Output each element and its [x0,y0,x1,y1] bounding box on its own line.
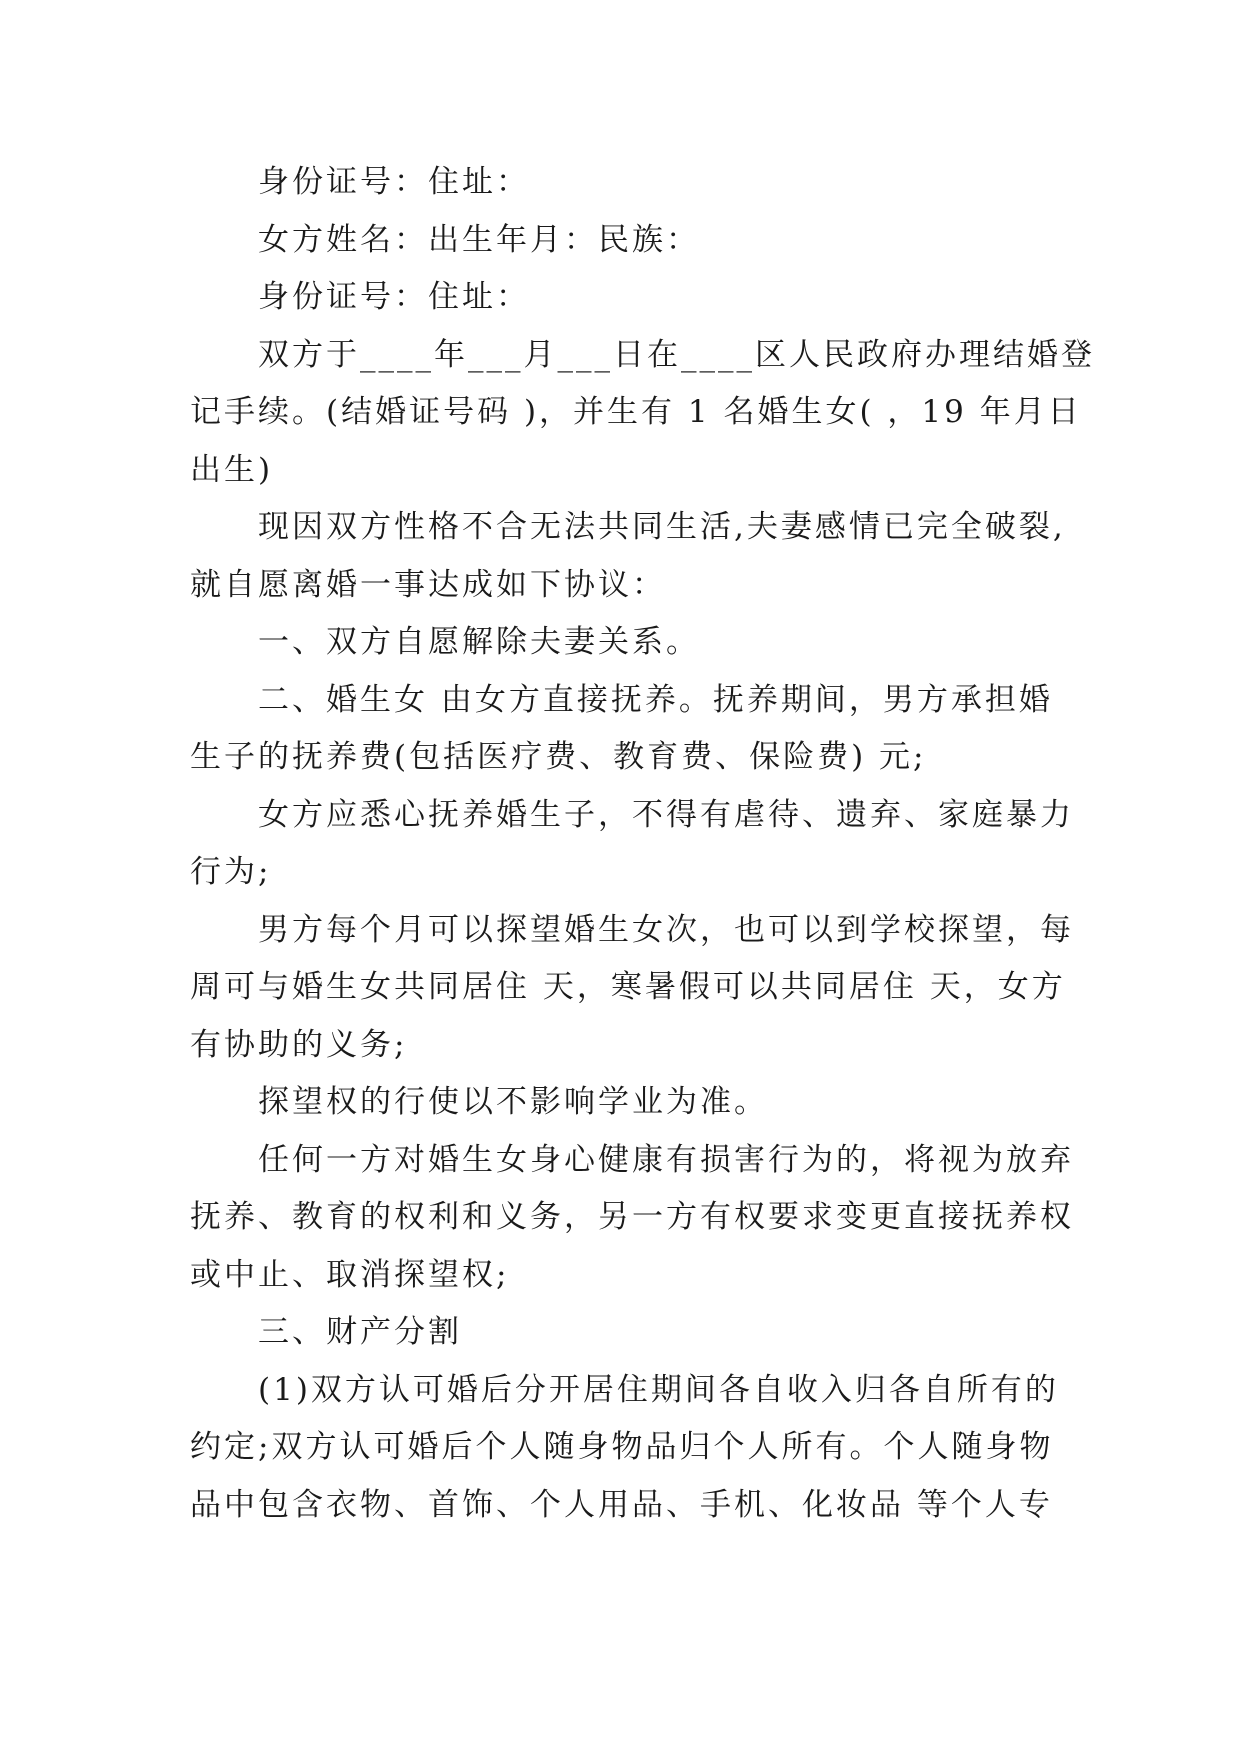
text-line: (1)双方认可婚后分开居住期间各自收入归各自所有的 [258,1371,1059,1408]
text-line: 三、财产分割 [258,1314,462,1350]
text-line: 女方姓名：出生年月：民族： [258,221,700,258]
text-line: 品中包含衣物、首饰、个人用品、手机、化妆品 等个人专 [190,1486,1053,1523]
text-line: 双方于____年___月___日在____区人民政府办理结婚登 [258,336,1095,373]
text-line: 抚养、教育的权利和义务，另一方有权要求变更直接抚养权 [190,1199,1074,1235]
text-line: 记手续。(结婚证号码 )，并生有 1 名婚生女( ，19 年月日 [190,394,1082,430]
text-line: 有协助的义务; [190,1026,408,1063]
text-line: 身份证号：住址： [258,164,530,200]
text-line: 任何一方对婚生女身心健康有损害行为的，将视为放弃 [258,1141,1074,1178]
document-body [190,154,1095,1534]
text-line: 就自愿离婚一事达成如下协议： [190,566,666,603]
text-line: 探望权的行使以不影响学业为准。 [258,1084,768,1120]
text-line: 身份证号：住址： [258,279,530,315]
text-line: 约定;双方认可婚后个人随身物品归个人所有。个人随身物 [190,1429,1054,1465]
text-line: 行为; [190,854,272,890]
text-line: 二、婚生女 由女方直接抚养。抚养期间，男方承担婚 [258,681,1053,718]
text-line: 或中止、取消探望权; [190,1256,510,1293]
text-line: 女方应悉心抚养婚生子，不得有虐待、遗弃、家庭暴力 [258,796,1074,833]
text-line: 现因双方性格不合无法共同生活,夫妻感情已完全破裂, [258,509,1066,545]
text-line: 出生) [190,451,274,488]
text-line: 周可与婚生女共同居住 天，寒暑假可以共同居住 天，女方 [190,969,1066,1005]
text-line: 男方每个月可以探望婚生女次，也可以到学校探望，每 [258,911,1074,948]
text-line: 一、双方自愿解除夫妻关系。 [258,624,700,660]
text-line: 生子的抚养费(包括医疗费、教育费、保险费) 元; [190,739,927,775]
